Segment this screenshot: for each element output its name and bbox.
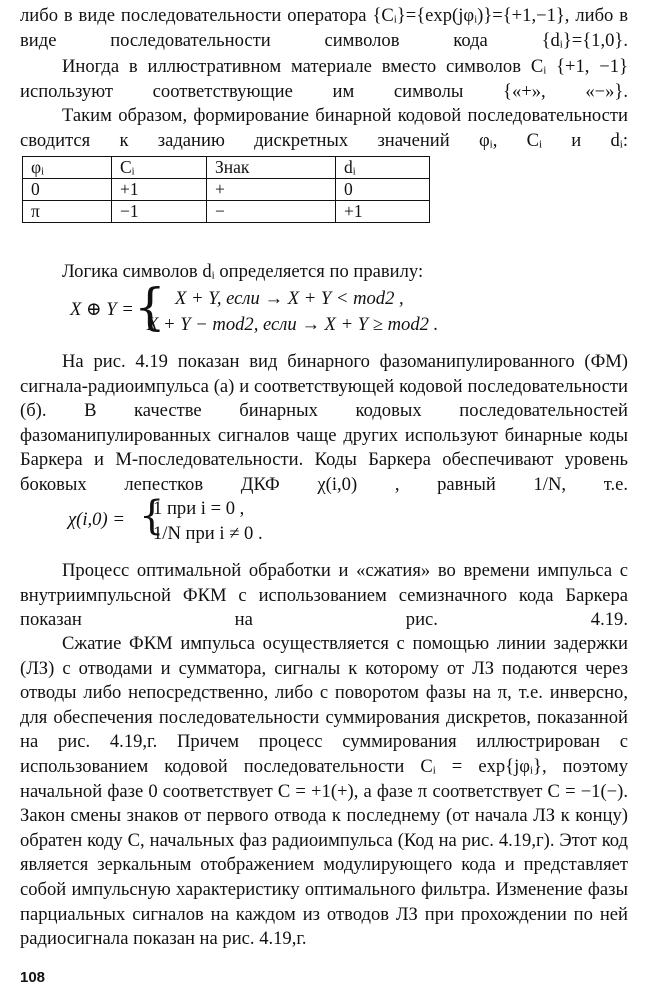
brace-icon: {: [134, 278, 166, 336]
page-number: 108: [20, 969, 46, 986]
table-cell: π: [23, 201, 112, 223]
table-cell: 0: [336, 179, 430, 201]
paragraph-1: либо в виде последовательности оператора {Cᵢ}={exp(jφᵢ)}={+1,−1}, либо в виде последовательности символов кода {dᵢ}={1,0}.: [20, 5, 628, 51]
brace-icon: {: [139, 493, 165, 539]
table-cell: 0: [23, 179, 112, 201]
paragraph-3: Таким образом, формирование бинарной кодовой последовательности сводится к заданию дискретных значений φᵢ, Cᵢ и dᵢ:: [20, 105, 628, 151]
formula-lhs: χ(i,0) =: [68, 509, 125, 530]
paragraph-6: Процесс оптимальной обработки и «сжатия» во времени импульса с внутриимпульсной ФКМ с использованием семизначного кода Баркера показан на рис. 4.19.: [20, 560, 628, 631]
table-header-cell: dᵢ: [336, 157, 430, 179]
table-header-cell: Cᵢ: [112, 157, 207, 179]
formula-case-2: X + Y − mod2, если → X + Y ≥ mod2 .: [147, 314, 439, 335]
formula-case-2: 1/N при i ≠ 0 .: [153, 523, 263, 544]
table-cell: +1: [336, 201, 430, 223]
paragraph-7: Сжатие ФКМ импульса осуществляется с помощью линии задержки (ЛЗ) с отводами и сумматора, сигналы к которому от ЛЗ подаются через отводы либо непосредственно, либо с поворотом фазы на π, т.е. инверсно, для обеспечения последовательности суммирования дискретов, показанной на рис. 4.19,г. Причем процесс суммирования иллюстрирован с использованием кодовой последовательности Cᵢ = exp{jφᵢ}, поэтому начальной фазе 0 соответствует C = +1(+), а фазе π соответствует C = −1(−). Закон смены знаков от первого отвода к последнему (от начала ЛЗ к концу) обратен коду C, начальных фаз радиоимпульса (Код на рис. 4.19,г). Этот код является зеркальным отображением модулирующего кода и представляет собой импульсную характеристику оптимального фильтра. Изменение фазы парциальных сигналов на каждом из отводов ЛЗ при прохождении по ней радиосигнала показан на рис. 4.19,г.: [20, 633, 628, 950]
table-header-row: [23, 157, 430, 179]
table-row: [23, 201, 430, 223]
table-header-cell: Знак: [207, 157, 336, 179]
table-cell: −1: [112, 201, 207, 223]
paragraph-2: Иногда в иллюстративном материале вместо символов Cᵢ {+1, −1} используют соответствующие им символы {«+», «−»}.: [20, 56, 628, 102]
formula-lhs: X ⊕ Y =: [70, 299, 134, 320]
formula-case-1: 1 при i = 0 ,: [153, 498, 245, 519]
formula-case-1: X + Y, если → X + Y < mod2 ,: [175, 288, 404, 309]
table-cell: +: [207, 179, 336, 201]
table-row: [23, 179, 430, 201]
table-cell: −: [207, 201, 336, 223]
table-header-cell: φᵢ: [23, 157, 112, 179]
paragraph-5: На рис. 4.19 показан вид бинарного фазоманипулированного (ФМ) сигнала-радиоимпульса (а) и соответствующей кодовой последовательности (б). В качестве бинарных кодовых последовательностей фазоманипулированных сигналов чаще других используют бинарные коды Баркера и М-последовательности. Коды Баркера обеспечивают уровень боковых лепестков ДКФ χ(i,0) , равный 1/N, т.е.: [20, 351, 628, 495]
code-table: [22, 156, 430, 223]
table-cell: +1: [112, 179, 207, 201]
paragraph-4: Логика символов dᵢ определяется по правилу:: [62, 261, 424, 282]
